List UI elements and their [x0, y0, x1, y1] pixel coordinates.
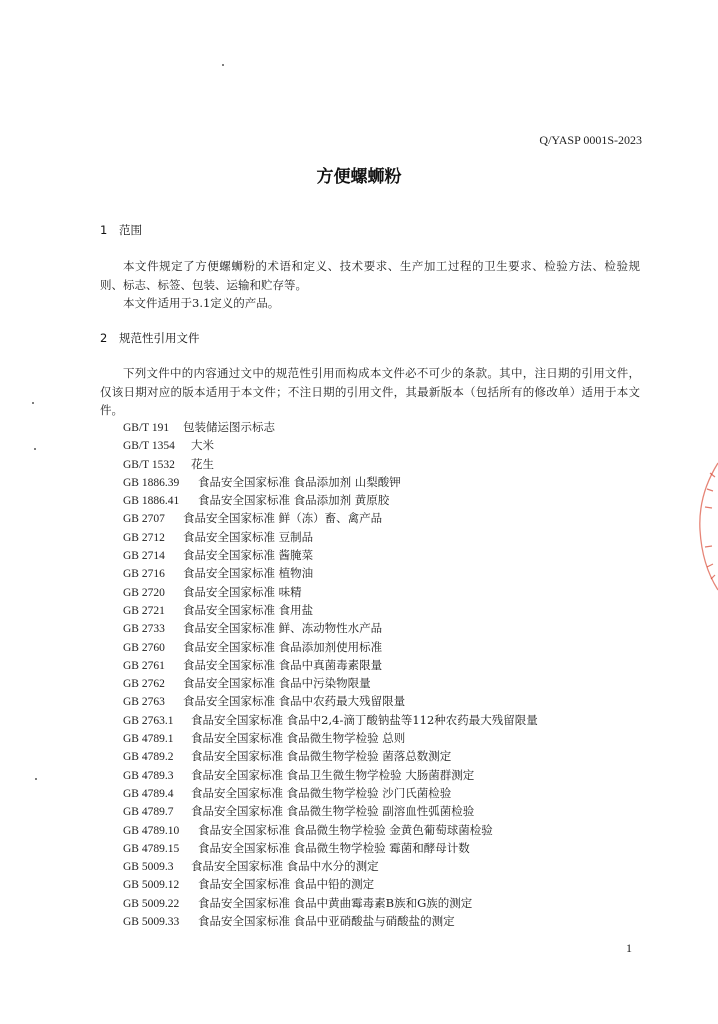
reference-title: 花生 [191, 456, 214, 471]
reference-title: 食品安全国家标准 食品微生物学检验 金黄色葡萄球菌检验 [198, 822, 493, 837]
reference-title: 食品安全国家标准 食品卫生微生物学检验 大肠菌群测定 [191, 767, 475, 782]
reference-item [123, 564, 643, 582]
section-title: 规范性引用文件 [119, 331, 200, 345]
reference-title: 食品安全国家标准 食品中铅的测定 [198, 877, 375, 892]
reference-code: GB 4789.3 [123, 769, 174, 782]
reference-title: 食品安全国家标准 豆制品 [183, 529, 314, 544]
section-number: 2 [100, 331, 108, 345]
reference-item [123, 436, 643, 454]
reference-code: GB 4789.10 [123, 824, 180, 837]
reference-item [123, 418, 643, 436]
section-title: 范围 [119, 223, 142, 237]
references-intro-paragraph: 下列文件中的内容通过文中的规范性引用而构成本文件必不可少的条款。其中，注日期的引用文件，仅该日期对应的版本适用于本文件；不注日期的引用文件，其最新版本（包括所有的修改单）适用于本文件。 [100, 366, 640, 417]
reference-title: 食品安全国家标准 食品添加剂使用标准 [183, 639, 383, 654]
reference-title: 食品安全国家标准 食品中水分的测定 [191, 859, 379, 874]
reference-title: 食品安全国家标准 食品中亚硝酸盐与硝酸盐的测定 [198, 914, 455, 929]
reference-code: GB 1886.41 [123, 495, 180, 508]
reference-code: GB 4789.7 [123, 806, 174, 819]
reference-item [123, 766, 643, 784]
reference-item [123, 455, 643, 473]
scan-speck [32, 402, 34, 404]
reference-item [123, 601, 643, 619]
reference-code: GB/T 191 [123, 422, 170, 434]
section-number: 1 [100, 223, 108, 237]
reference-item [123, 638, 643, 656]
reference-item [123, 711, 643, 729]
reference-title: 食品安全国家标准 食用盐 [183, 602, 314, 617]
reference-code: GB/T 1532 [123, 458, 175, 471]
scope-paragraph: 本文件规定了方便螺蛳粉的术语和定义、技术要求、生产加工过程的卫生要求、检验方法、检验规则、标志、标签、包装、运输和贮存等。 [100, 259, 640, 292]
reference-code: GB 2707 [123, 513, 165, 526]
reference-title: 食品安全国家标准 鲜、冻动物性水产品 [183, 621, 383, 636]
scan-speck [222, 64, 224, 66]
reference-item [123, 509, 643, 527]
reference-title: 食品安全国家标准 植物油 [183, 566, 314, 581]
reference-code: GB 2712 [123, 531, 165, 544]
reference-title: 食品安全国家标准 食品中真菌毒素限量 [183, 657, 383, 672]
reference-title: 食品安全国家标准 食品中2,4-滴丁酸钠盐等112种农药最大残留限量 [191, 712, 538, 727]
reference-title: 食品安全国家标准 食品微生物学检验 霉菌和酵母计数 [198, 840, 470, 855]
reference-item [123, 528, 643, 546]
scan-speck [34, 448, 36, 450]
reference-code: GB 2716 [123, 568, 165, 581]
reference-item [123, 656, 643, 674]
reference-item [123, 894, 643, 912]
page-number: 1 [626, 941, 632, 955]
reference-code: GB 1886.39 [123, 476, 180, 489]
reference-code: GB 4789.1 [123, 733, 174, 746]
reference-item [123, 839, 643, 857]
reference-item [123, 747, 643, 765]
reference-code: GB 5009.33 [123, 916, 180, 929]
reference-item [123, 784, 643, 802]
reference-code: GB 4789.2 [123, 751, 174, 764]
reference-code: GB 4789.4 [123, 787, 174, 800]
reference-code: GB 2720 [123, 586, 165, 599]
scope-applicability-paragraph: 本文件适用于3.1定义的产品。 [123, 296, 280, 310]
reference-item [123, 546, 643, 564]
reference-code: GB 2763 [123, 696, 165, 709]
reference-code: GB 2763.1 [123, 714, 174, 727]
reference-title: 食品安全国家标准 食品微生物学检验 菌落总数测定 [191, 749, 452, 764]
document-code: Q/YASP 0001S-2023 [539, 133, 642, 147]
reference-item [123, 802, 643, 820]
reference-item [123, 674, 643, 692]
reference-code: GB 2733 [123, 623, 165, 636]
reference-code: GB/T 1354 [123, 440, 175, 453]
reference-title: 食品安全国家标准 食品添加剂 黄原胶 [198, 493, 390, 508]
reference-code: GB 2762 [123, 678, 165, 691]
reference-title: 食品安全国家标准 食品微生物学检验 副溶血性弧菌检验 [191, 804, 475, 819]
reference-item [123, 821, 643, 839]
reference-item [123, 857, 643, 875]
section-1-heading [100, 222, 142, 238]
reference-title: 大米 [191, 438, 214, 453]
red-seal-stamp-fragment [694, 455, 718, 595]
reference-code: GB 2760 [123, 641, 165, 654]
reference-title: 食品安全国家标准 食品添加剂 山梨酸钾 [198, 474, 401, 489]
reference-title: 食品安全国家标准 酱腌菜 [183, 548, 314, 563]
section-2-heading [100, 330, 200, 346]
reference-title: 食品安全国家标准 食品中污染物限量 [183, 676, 371, 691]
reference-item [123, 583, 643, 601]
document-title: 方便螺蛳粉 [316, 167, 402, 187]
reference-code: GB 2714 [123, 550, 165, 563]
reference-title: 食品安全国家标准 食品中农药最大残留限量 [183, 694, 406, 709]
reference-item [123, 692, 643, 710]
reference-title: 包装储运图示标志 [183, 420, 275, 434]
reference-title: 食品安全国家标准 食品微生物学检验 总则 [191, 731, 406, 746]
reference-code: GB 2721 [123, 604, 165, 617]
reference-code: GB 5009.12 [123, 879, 180, 892]
reference-item [123, 491, 643, 509]
reference-item [123, 875, 643, 893]
reference-code: GB 5009.22 [123, 897, 180, 910]
reference-code: GB 4789.15 [123, 842, 180, 855]
scan-speck [35, 778, 37, 780]
reference-title: 食品安全国家标准 鲜（冻）畜、禽产品 [183, 511, 383, 526]
reference-item [123, 473, 643, 491]
reference-item [123, 912, 643, 930]
reference-item [123, 729, 643, 747]
reference-item [123, 619, 643, 637]
reference-title: 食品安全国家标准 食品中黄曲霉毒素B族和G族的测定 [198, 895, 473, 910]
reference-title: 食品安全国家标准 味精 [183, 584, 302, 599]
reference-list [123, 418, 643, 930]
reference-title: 食品安全国家标准 食品微生物学检验 沙门氏菌检验 [191, 785, 452, 800]
reference-code: GB 5009.3 [123, 861, 174, 874]
reference-code: GB 2761 [123, 659, 165, 672]
